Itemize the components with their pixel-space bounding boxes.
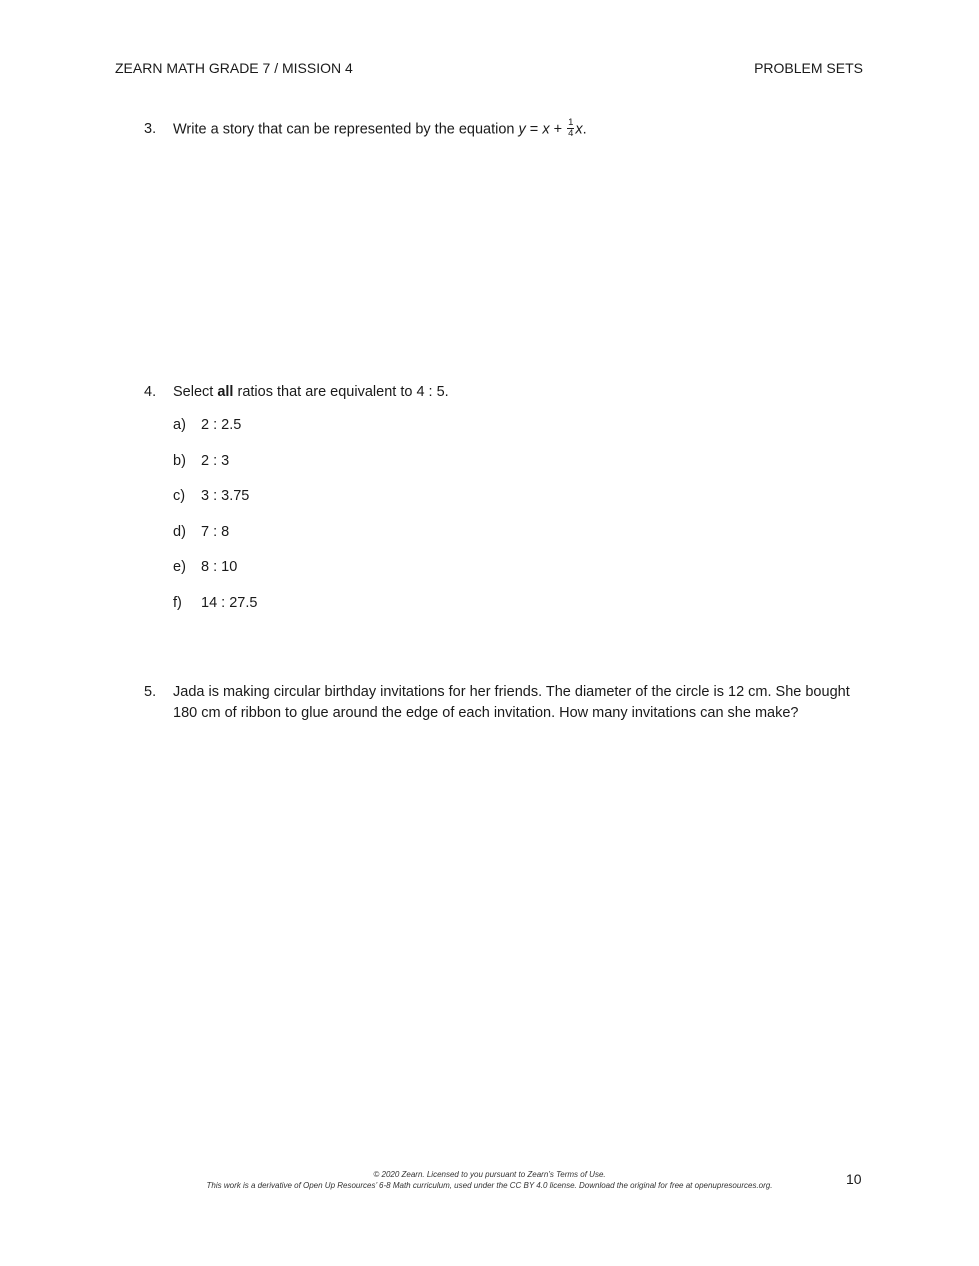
header-section: PROBLEM SETS	[754, 60, 863, 76]
var-x: x	[542, 121, 550, 138]
problem-text	[173, 119, 587, 140]
choice-value: 3 : 3.75	[201, 488, 250, 504]
problem-text: Jada is making circular birthday invitations for her friends. The diameter of the circle is 12 cm. She bought 180 cm of ribbon to glue around the edge of each invitation. How many invitations can she make?	[173, 684, 850, 721]
problem-text	[173, 382, 449, 403]
choice-letter: c)	[173, 488, 186, 504]
choice-value: 7 : 8	[201, 523, 230, 540]
fraction-numerator: 1	[568, 117, 574, 128]
choice-value: 8 : 10	[201, 559, 238, 575]
choice-letter: d)	[173, 523, 186, 540]
equals-sign: =	[525, 121, 543, 138]
emphasis: all	[217, 384, 234, 400]
choice-value: 14 : 27.5	[201, 594, 258, 611]
choice-value: 2 : 2.5	[201, 417, 242, 433]
footer-license	[150, 1169, 829, 1191]
text-after: ratios that are equivalent to 4 : 5.	[233, 384, 449, 400]
var-x: x	[575, 121, 583, 138]
fraction	[567, 118, 574, 139]
plus-sign: +	[549, 121, 567, 138]
text-after: .	[582, 121, 587, 138]
footer-copyright: © 2020 Zearn. Licensed to you pursuant to Zearn’s Terms of Use.	[373, 1170, 606, 1179]
header-title: ZEARN MATH GRADE 7 / MISSION 4	[115, 60, 353, 76]
text-before: Select	[173, 384, 218, 400]
fraction-denominator: 4	[568, 128, 574, 139]
choice-letter: e)	[173, 559, 186, 575]
problem-number: 5.	[144, 684, 157, 700]
problem-number: 4.	[144, 384, 157, 400]
text-before: Write a story that can be represented by the equation	[173, 121, 519, 138]
footer-attribution: This work is a derivative of Open Up Resources’ 6-8 Math curriculum, used under the CC BY 4.0 license. Download the original for free at openupresources.org.	[206, 1181, 773, 1190]
choice-value: 2 : 3	[201, 452, 230, 469]
var-y: y	[518, 121, 526, 138]
problem-number: 3.	[144, 121, 157, 137]
choice-letter: b)	[173, 452, 186, 469]
choice-letter: f)	[173, 594, 182, 611]
choice-letter: a)	[173, 417, 186, 433]
page-number: 10	[846, 1171, 862, 1187]
